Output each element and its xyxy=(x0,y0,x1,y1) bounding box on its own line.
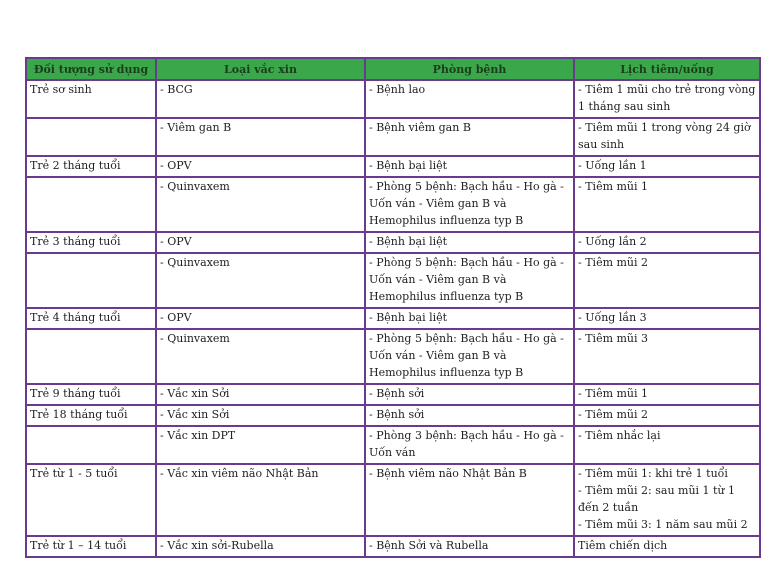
table-row xyxy=(26,80,760,118)
cell-disease: - Bệnh bại liệt xyxy=(365,308,574,329)
schedule-line: Tiêm chiến dịch xyxy=(578,539,668,552)
cell-schedule xyxy=(574,536,760,557)
header-row xyxy=(26,58,760,80)
cell-subject: Trẻ 9 tháng tuổi xyxy=(26,384,156,405)
table-row xyxy=(26,405,760,426)
table-row xyxy=(26,156,760,177)
cell-schedule xyxy=(574,384,760,405)
cell-subject: Trẻ 3 tháng tuổi xyxy=(26,232,156,253)
cell-subject xyxy=(26,253,156,308)
cell-vaccine: - Vắc xin sởi-Rubella xyxy=(156,536,365,557)
vaccination-schedule-table xyxy=(25,57,761,558)
table-row xyxy=(26,426,760,464)
schedule-line: - Tiêm mũi 2: sau mũi 1 từ 1 đến 2 tuần xyxy=(578,484,736,514)
cell-vaccine: - Vắc xin DPT xyxy=(156,426,365,464)
cell-vaccine: - Vắc xin viêm não Nhật Bản xyxy=(156,464,365,536)
header-schedule: Lịch tiêm/uống xyxy=(574,58,760,80)
cell-subject: Trẻ từ 1 - 5 tuổi xyxy=(26,464,156,536)
table-row xyxy=(26,308,760,329)
schedule-line: - Tiêm mũi 1 trong vòng 24 giờ sau sinh xyxy=(578,121,751,151)
cell-schedule xyxy=(574,156,760,177)
cell-vaccine: - Quinvaxem xyxy=(156,329,365,384)
schedule-line: - Tiêm mũi 3: 1 năm sau mũi 2 xyxy=(578,518,748,531)
cell-disease: - Bệnh bại liệt xyxy=(365,156,574,177)
cell-schedule xyxy=(574,80,760,118)
cell-subject: Trẻ từ 1 – 14 tuổi xyxy=(26,536,156,557)
cell-disease: - Bệnh viêm gan B xyxy=(365,118,574,156)
table-row xyxy=(26,384,760,405)
schedule-line: - Tiêm mũi 1 xyxy=(578,387,649,400)
schedule-line: - Tiêm mũi 2 xyxy=(578,256,649,269)
cell-disease: - Phòng 5 bệnh: Bạch hầu - Ho gà - Uốn ván - Viêm gan B và Hemophilus influenza typ B xyxy=(365,177,574,232)
cell-schedule xyxy=(574,118,760,156)
schedule-line: - Tiêm nhắc lại xyxy=(578,429,661,442)
cell-subject: Trẻ 4 tháng tuổi xyxy=(26,308,156,329)
table-row xyxy=(26,536,760,557)
cell-subject xyxy=(26,426,156,464)
header-vaccine-type: Loại vắc xin xyxy=(156,58,365,80)
cell-disease: - Phòng 5 bệnh: Bạch hầu - Ho gà - Uốn ván - Viêm gan B và Hemophilus influenza typ B xyxy=(365,253,574,308)
cell-vaccine: - Quinvaxem xyxy=(156,177,365,232)
cell-schedule xyxy=(574,464,760,536)
cell-schedule xyxy=(574,426,760,464)
cell-vaccine: - BCG xyxy=(156,80,365,118)
cell-subject: Trẻ 2 tháng tuổi xyxy=(26,156,156,177)
table-row xyxy=(26,118,760,156)
cell-subject xyxy=(26,329,156,384)
cell-schedule xyxy=(574,308,760,329)
schedule-line: - Tiêm 1 mũi cho trẻ trong vòng 1 tháng sau sinh xyxy=(578,83,756,113)
cell-disease: - Bệnh lao xyxy=(365,80,574,118)
cell-schedule xyxy=(574,232,760,253)
header-subject: Đối tượng sử dụng xyxy=(26,58,156,80)
table-row xyxy=(26,464,760,536)
cell-schedule xyxy=(574,177,760,232)
schedule-line: - Uống lần 2 xyxy=(578,235,647,248)
cell-schedule xyxy=(574,253,760,308)
header-disease: Phòng bệnh xyxy=(365,58,574,80)
cell-disease: - Bệnh sởi xyxy=(365,384,574,405)
cell-disease: - Phòng 5 bệnh: Bạch hầu - Ho gà - Uốn ván - Viêm gan B và Hemophilus influenza typ B xyxy=(365,329,574,384)
cell-vaccine: - Vắc xin Sởi xyxy=(156,405,365,426)
cell-vaccine: - OPV xyxy=(156,232,365,253)
schedule-line: - Uống lần 1 xyxy=(578,159,647,172)
schedule-line: - Uống lần 3 xyxy=(578,311,647,324)
cell-disease: - Bệnh viêm não Nhật Bản B xyxy=(365,464,574,536)
cell-schedule xyxy=(574,329,760,384)
table-row xyxy=(26,177,760,232)
cell-vaccine: - OPV xyxy=(156,308,365,329)
cell-vaccine: - Quinvaxem xyxy=(156,253,365,308)
cell-subject xyxy=(26,118,156,156)
cell-vaccine: - OPV xyxy=(156,156,365,177)
schedule-line: - Tiêm mũi 1 xyxy=(578,180,649,193)
vaccination-schedule-container xyxy=(25,57,759,558)
cell-disease: - Bệnh Sởi và Rubella xyxy=(365,536,574,557)
cell-disease: - Phòng 3 bệnh: Bạch hầu - Ho gà - Uốn ván xyxy=(365,426,574,464)
cell-vaccine: - Viêm gan B xyxy=(156,118,365,156)
cell-vaccine: - Vắc xin Sởi xyxy=(156,384,365,405)
cell-disease: - Bệnh bại liệt xyxy=(365,232,574,253)
table-row xyxy=(26,232,760,253)
cell-subject: Trẻ 18 tháng tuổi xyxy=(26,405,156,426)
schedule-line: - Tiêm mũi 1: khi trẻ 1 tuổi xyxy=(578,467,728,480)
cell-subject xyxy=(26,177,156,232)
cell-disease: - Bệnh sởi xyxy=(365,405,574,426)
table-body xyxy=(26,80,760,557)
table-row xyxy=(26,329,760,384)
schedule-line: - Tiêm mũi 3 xyxy=(578,332,649,345)
schedule-line: - Tiêm mũi 2 xyxy=(578,408,649,421)
cell-subject: Trẻ sơ sinh xyxy=(26,80,156,118)
table-row xyxy=(26,253,760,308)
cell-schedule xyxy=(574,405,760,426)
